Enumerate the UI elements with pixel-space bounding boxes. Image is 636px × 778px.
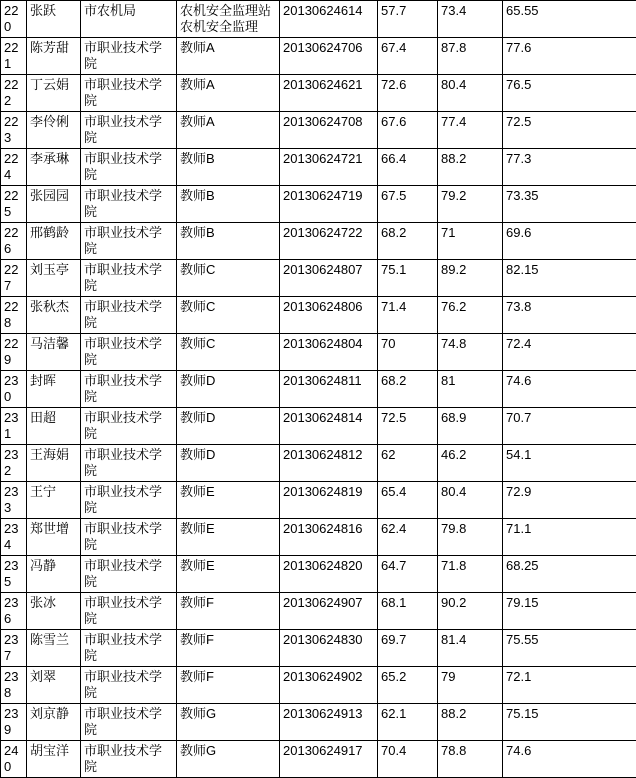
cell-score1: 62.4: [378, 519, 438, 556]
cell-score1: 62: [378, 445, 438, 482]
cell-seq: 221: [1, 38, 27, 75]
cell-total: 73.8: [503, 297, 636, 334]
cell-unit: 市职业技术学院: [81, 445, 177, 482]
cell-unit: 市职业技术学院: [81, 556, 177, 593]
cell-score1: 68.2: [378, 223, 438, 260]
cell-id_number: 20130624614: [280, 1, 378, 38]
cell-name: 张秋杰: [27, 297, 81, 334]
cell-seq: 237: [1, 630, 27, 667]
cell-total: 72.9: [503, 482, 636, 519]
cell-name: 郑世增: [27, 519, 81, 556]
cell-total: 68.25: [503, 556, 636, 593]
cell-position: 教师D: [177, 445, 280, 482]
cell-score1: 68.1: [378, 593, 438, 630]
table-row: [1, 482, 636, 519]
cell-seq: 228: [1, 297, 27, 334]
cell-name: 冯静: [27, 556, 81, 593]
cell-score2: 81: [438, 371, 503, 408]
cell-seq: 240: [1, 741, 27, 778]
cell-name: 张冰: [27, 593, 81, 630]
cell-name: 邢鹤龄: [27, 223, 81, 260]
cell-score1: 65.4: [378, 482, 438, 519]
cell-id_number: 20130624902: [280, 667, 378, 704]
cell-seq: 227: [1, 260, 27, 297]
table-row: [1, 149, 636, 186]
cell-score2: 79: [438, 667, 503, 704]
cell-position: 教师F: [177, 667, 280, 704]
table-row: [1, 334, 636, 371]
cell-id_number: 20130624812: [280, 445, 378, 482]
cell-name: 丁云娟: [27, 75, 81, 112]
cell-position: 教师F: [177, 593, 280, 630]
cell-name: 王海娟: [27, 445, 81, 482]
cell-score2: 90.2: [438, 593, 503, 630]
cell-total: 74.6: [503, 371, 636, 408]
cell-total: 77.3: [503, 149, 636, 186]
cell-name: 胡宝洋: [27, 741, 81, 778]
cell-id_number: 20130624907: [280, 593, 378, 630]
cell-unit: 市职业技术学院: [81, 149, 177, 186]
cell-score1: 70: [378, 334, 438, 371]
cell-score2: 73.4: [438, 1, 503, 38]
cell-position: 教师G: [177, 704, 280, 741]
cell-position: 农机安全监理站农机安全监理: [177, 1, 280, 38]
cell-id_number: 20130624708: [280, 112, 378, 149]
cell-score1: 57.7: [378, 1, 438, 38]
cell-score2: 81.4: [438, 630, 503, 667]
cell-position: 教师C: [177, 297, 280, 334]
cell-score2: 88.2: [438, 149, 503, 186]
cell-seq: 238: [1, 667, 27, 704]
cell-score2: 79.8: [438, 519, 503, 556]
cell-total: 74.6: [503, 741, 636, 778]
cell-name: 王宁: [27, 482, 81, 519]
cell-seq: 222: [1, 75, 27, 112]
cell-unit: 市职业技术学院: [81, 704, 177, 741]
cell-unit: 市职业技术学院: [81, 482, 177, 519]
cell-name: 田超: [27, 408, 81, 445]
cell-score1: 67.6: [378, 112, 438, 149]
cell-id_number: 20130624820: [280, 556, 378, 593]
table-body: [1, 1, 636, 778]
cell-total: 75.15: [503, 704, 636, 741]
cell-unit: 市职业技术学院: [81, 519, 177, 556]
cell-id_number: 20130624706: [280, 38, 378, 75]
cell-score2: 80.4: [438, 75, 503, 112]
cell-position: 教师C: [177, 260, 280, 297]
cell-score2: 89.2: [438, 260, 503, 297]
cell-name: 封晖: [27, 371, 81, 408]
cell-seq: 223: [1, 112, 27, 149]
cell-seq: 235: [1, 556, 27, 593]
cell-total: 73.35: [503, 186, 636, 223]
table-row: [1, 445, 636, 482]
cell-name: 刘玉亭: [27, 260, 81, 297]
cell-unit: 市职业技术学院: [81, 408, 177, 445]
cell-unit: 市职业技术学院: [81, 630, 177, 667]
cell-score2: 77.4: [438, 112, 503, 149]
cell-name: 张跃: [27, 1, 81, 38]
cell-score2: 68.9: [438, 408, 503, 445]
cell-seq: 233: [1, 482, 27, 519]
cell-total: 72.1: [503, 667, 636, 704]
cell-unit: 市农机局: [81, 1, 177, 38]
cell-total: 71.1: [503, 519, 636, 556]
cell-seq: 220: [1, 1, 27, 38]
cell-seq: 236: [1, 593, 27, 630]
cell-score1: 62.1: [378, 704, 438, 741]
cell-id_number: 20130624811: [280, 371, 378, 408]
table-row: [1, 75, 636, 112]
cell-id_number: 20130624719: [280, 186, 378, 223]
cell-id_number: 20130624806: [280, 297, 378, 334]
cell-total: 77.6: [503, 38, 636, 75]
table-row: [1, 556, 636, 593]
cell-score1: 71.4: [378, 297, 438, 334]
table-row: [1, 408, 636, 445]
table-row: [1, 741, 636, 778]
cell-name: 李承琳: [27, 149, 81, 186]
cell-seq: 239: [1, 704, 27, 741]
cell-unit: 市职业技术学院: [81, 75, 177, 112]
cell-position: 教师D: [177, 371, 280, 408]
cell-score2: 46.2: [438, 445, 503, 482]
cell-seq: 229: [1, 334, 27, 371]
cell-unit: 市职业技术学院: [81, 223, 177, 260]
table-row: [1, 260, 636, 297]
cell-total: 82.15: [503, 260, 636, 297]
cell-score1: 64.7: [378, 556, 438, 593]
cell-unit: 市职业技术学院: [81, 593, 177, 630]
table-row: [1, 593, 636, 630]
cell-seq: 224: [1, 149, 27, 186]
cell-seq: 234: [1, 519, 27, 556]
cell-position: 教师E: [177, 482, 280, 519]
cell-score2: 88.2: [438, 704, 503, 741]
cell-score1: 69.7: [378, 630, 438, 667]
cell-seq: 230: [1, 371, 27, 408]
table-row: [1, 704, 636, 741]
cell-position: 教师C: [177, 334, 280, 371]
cell-score1: 70.4: [378, 741, 438, 778]
table-row: [1, 38, 636, 75]
cell-id_number: 20130624804: [280, 334, 378, 371]
cell-unit: 市职业技术学院: [81, 186, 177, 223]
cell-id_number: 20130624913: [280, 704, 378, 741]
cell-position: 教师A: [177, 75, 280, 112]
table-row: [1, 630, 636, 667]
cell-total: 65.55: [503, 1, 636, 38]
cell-seq: 232: [1, 445, 27, 482]
cell-score1: 72.6: [378, 75, 438, 112]
cell-id_number: 20130624816: [280, 519, 378, 556]
cell-unit: 市职业技术学院: [81, 297, 177, 334]
table-row: [1, 112, 636, 149]
cell-id_number: 20130624819: [280, 482, 378, 519]
cell-score2: 76.2: [438, 297, 503, 334]
cell-name: 陈芳甜: [27, 38, 81, 75]
cell-score2: 74.8: [438, 334, 503, 371]
cell-position: 教师E: [177, 556, 280, 593]
cell-name: 刘翠: [27, 667, 81, 704]
cell-seq: 226: [1, 223, 27, 260]
cell-score1: 67.5: [378, 186, 438, 223]
cell-score2: 79.2: [438, 186, 503, 223]
cell-unit: 市职业技术学院: [81, 112, 177, 149]
cell-total: 69.6: [503, 223, 636, 260]
cell-total: 72.5: [503, 112, 636, 149]
cell-position: 教师A: [177, 38, 280, 75]
cell-total: 76.5: [503, 75, 636, 112]
cell-unit: 市职业技术学院: [81, 260, 177, 297]
cell-id_number: 20130624814: [280, 408, 378, 445]
cell-id_number: 20130624721: [280, 149, 378, 186]
cell-position: 教师F: [177, 630, 280, 667]
cell-score1: 72.5: [378, 408, 438, 445]
cell-position: 教师B: [177, 149, 280, 186]
cell-score2: 87.8: [438, 38, 503, 75]
cell-seq: 231: [1, 408, 27, 445]
cell-score2: 71: [438, 223, 503, 260]
cell-position: 教师A: [177, 112, 280, 149]
table-row: [1, 297, 636, 334]
cell-id_number: 20130624807: [280, 260, 378, 297]
cell-unit: 市职业技术学院: [81, 38, 177, 75]
table-row: [1, 519, 636, 556]
cell-id_number: 20130624621: [280, 75, 378, 112]
cell-name: 张园园: [27, 186, 81, 223]
table-row: [1, 1, 636, 38]
cell-score2: 78.8: [438, 741, 503, 778]
cell-position: 教师B: [177, 186, 280, 223]
cell-total: 75.55: [503, 630, 636, 667]
cell-id_number: 20130624917: [280, 741, 378, 778]
cell-total: 54.1: [503, 445, 636, 482]
cell-score1: 65.2: [378, 667, 438, 704]
table-row: [1, 667, 636, 704]
cell-name: 马洁馨: [27, 334, 81, 371]
cell-score1: 68.2: [378, 371, 438, 408]
cell-id_number: 20130624830: [280, 630, 378, 667]
cell-position: 教师G: [177, 741, 280, 778]
cell-score2: 80.4: [438, 482, 503, 519]
table-row: [1, 186, 636, 223]
cell-position: 教师D: [177, 408, 280, 445]
table-row: [1, 371, 636, 408]
cell-unit: 市职业技术学院: [81, 334, 177, 371]
cell-unit: 市职业技术学院: [81, 371, 177, 408]
cell-name: 陈雪兰: [27, 630, 81, 667]
cell-seq: 225: [1, 186, 27, 223]
cell-position: 教师B: [177, 223, 280, 260]
cell-unit: 市职业技术学院: [81, 741, 177, 778]
cell-name: 李伶俐: [27, 112, 81, 149]
table-row: [1, 223, 636, 260]
cell-unit: 市职业技术学院: [81, 667, 177, 704]
cell-total: 70.7: [503, 408, 636, 445]
cell-score1: 75.1: [378, 260, 438, 297]
cell-score1: 66.4: [378, 149, 438, 186]
cell-position: 教师E: [177, 519, 280, 556]
cell-name: 刘京静: [27, 704, 81, 741]
cell-id_number: 20130624722: [280, 223, 378, 260]
cell-total: 72.4: [503, 334, 636, 371]
cell-total: 79.15: [503, 593, 636, 630]
cell-score1: 67.4: [378, 38, 438, 75]
cell-score2: 71.8: [438, 556, 503, 593]
